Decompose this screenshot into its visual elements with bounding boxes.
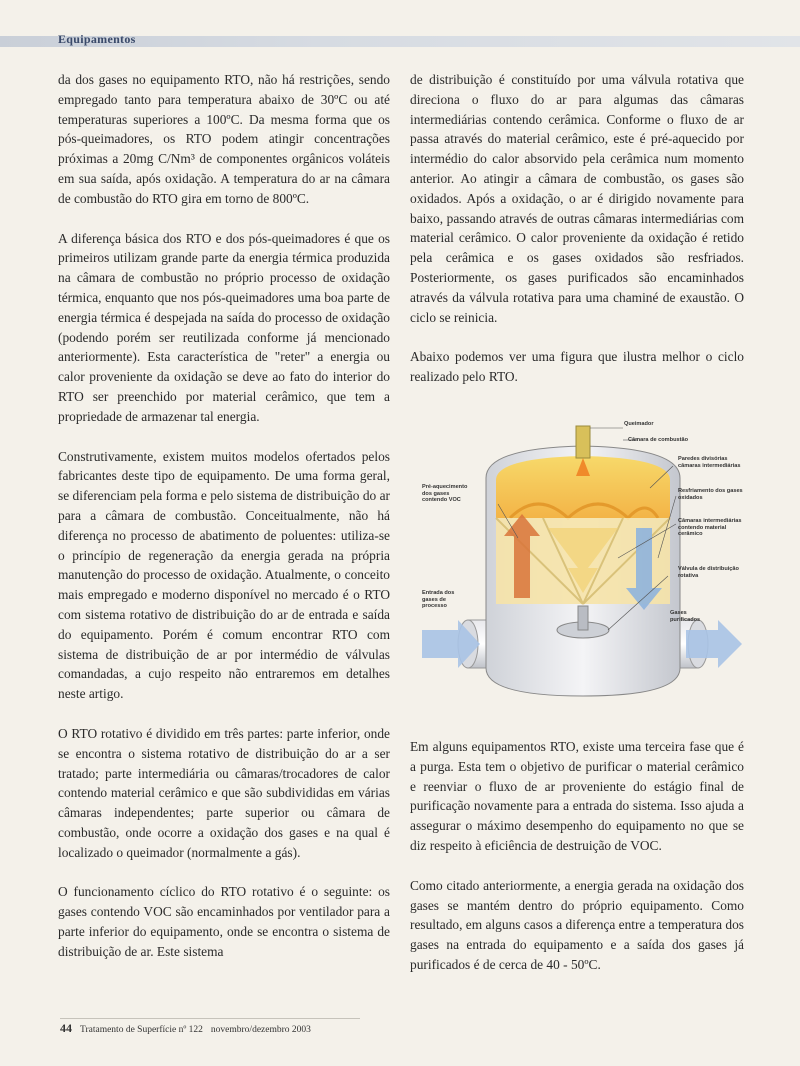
label-ceramic-chambers: Câmaras intermediárias contendo material cerâmico (678, 518, 742, 538)
paragraph: O RTO rotativo é dividido em três partes: parte inferior, onde se encontra o sistema rotativo de distribuição do ar a ser tratado; parte intermediária ou câmaras/trocadores de calor contendo material cerâmico e que são subdivididas em várias câmaras independentes; parte superior ou câmara de combustão, onde ocorre a oxidação dos gases e na qual é localizado o queimador (normalmente a gás). (58, 725, 390, 860)
page-footer (60, 1018, 360, 1035)
issue-date: novembro/dezembro 2003 (210, 1025, 311, 1035)
right-column-top (410, 70, 744, 407)
right-column-bottom (410, 737, 744, 995)
label-partition-walls: Paredes divisórias câmaras intermediárias (678, 456, 741, 469)
paragraph: O funcionamento cíclico do RTO rotativo é o seguinte: os gases contendo VOC são encaminhados por ventilador para a parte inferior do equipamento, onde se encontra o sistema de distribuição de ar. Este sistema (58, 884, 390, 959)
label-combustion-chamber: Câmara de combustão (628, 437, 688, 443)
paragraph: de distribuição é constituído por uma válvula rotativa que direciona o fluxo do ar para algumas das câmaras intermediárias contendo cerâmica. Conforme o fluxo de ar passa através do material cerâmico, este é pré-aquecido por intermédio do calor absorvido pela cerâmica num momento anterior. Ao atingir a câmara de combustão, os gases são oxidados. Após a oxidação, o ar é dirigido novamente para baixo, passando através de outras câmaras intermediárias com material cerâmico. O calor proveniente da oxidação é retido pela cerâmica e os gases oxidados são resfriados. Posteriormente, os gases purificados são encaminhados através da válvula rotativa para uma chaminé de exaustão. O ciclo se reinicia. (410, 72, 744, 325)
page-number: 44 (60, 1021, 72, 1035)
valve-shaft (578, 606, 588, 630)
label-purified-gases: Gases purificados (670, 610, 701, 623)
burner (576, 426, 590, 458)
rto-diagram-figure (418, 418, 748, 718)
paragraph: A diferença básica dos RTO e dos pós-queimadores é que os primeiros utilizam grande parte da energia térmica produzida na câmara de combustão no próprio processo de oxidação térmica, enquanto que nos pós-queimadores uma boa parte de energia térmica é despejada na saída do processo de oxidação (podendo porém ser reutilizada conforme já mencionado anteriormente). Esta característica de "reter" a energia ou calor proveniente da oxidação se deve ao fato do interior do RTO ser preenchido por material cerâmico, que tem a propriedade de armazenar tal energia. (58, 230, 390, 424)
label-cooling: Resfriamento dos gases oxidados (678, 488, 743, 501)
label-preheating: Pré-aquecimento dos gases contendo VOC (422, 484, 468, 504)
publication-name: Tratamento de Superfície nº 122 (80, 1025, 203, 1035)
left-column (58, 70, 390, 982)
section-title: Equipamentos (58, 32, 136, 46)
paragraph: Construtivamente, existem muitos modelos ofertados pelos fabricantes deste tipo de equipamento. De uma forma geral, se diferenciam pela forma e pelo sistema de distribuição do ar para a câmara de combustão. Conceitualmente, não há diferença no processo de abatimento de poluentes: utiliza-se o princípio de regeneração da energia gerada na própria manutenção do processo de oxidação. Atualmente, o conceito mais empregado e moderno disponível no mercado é o RTO com sistema rotativo de distribuição do ar de entrada e saída do equipamento. Porém é comum encontrar RTO com sistema de distribuição de ar por intermédio de válvulas comandadas, a cujo respeito não entraremos em detalhes neste artigo. (58, 448, 390, 702)
paragraph: Abaixo podemos ver uma figura que ilustra melhor o ciclo realizado pelo RTO. (410, 349, 744, 385)
paragraph: da dos gases no equipamento RTO, não há restrições, sendo empregado tanto para temperatura abaixo de 30ºC ou até temperaturas superiores a 100ºC. Da mesma forma que os pós-queimadores, os RTO podem atingir concentrações próximas a 20mg C/Nm³ de componentes orgânicos voláteis em sua saída, após oxidação. A temperatura do ar na câmara de combustão do RTO gira em torno de 800ºC. (58, 72, 390, 206)
label-burner: Queimador (624, 421, 654, 427)
paragraph: Como citado anteriormente, a energia gerada na oxidação dos gases se mantém dentro do próprio equipamento. Como resultado, em alguns casos a diferença entre a temperatura dos gases na entrada do equipamento e a saída dos gases já purificados é de cerca de 40 - 50ºC. (410, 877, 744, 972)
paragraph: Em alguns equipamentos RTO, existe uma terceira fase que é a purga. Esta tem o objetivo de purificar o material cerâmico e reenviar o fluxo de ar proveniente do estágio final de purificação novamente para a entrada do sistema. Isso ajuda a assegurar o máximo desempenho do equipamento no que se diz respeito à eficiência de destruição de VOC. (410, 739, 744, 853)
label-process-inlet: Entrada dos gases de processo (422, 590, 455, 610)
label-rotary-valve: Válvula de distribuição rotativa (678, 566, 739, 579)
